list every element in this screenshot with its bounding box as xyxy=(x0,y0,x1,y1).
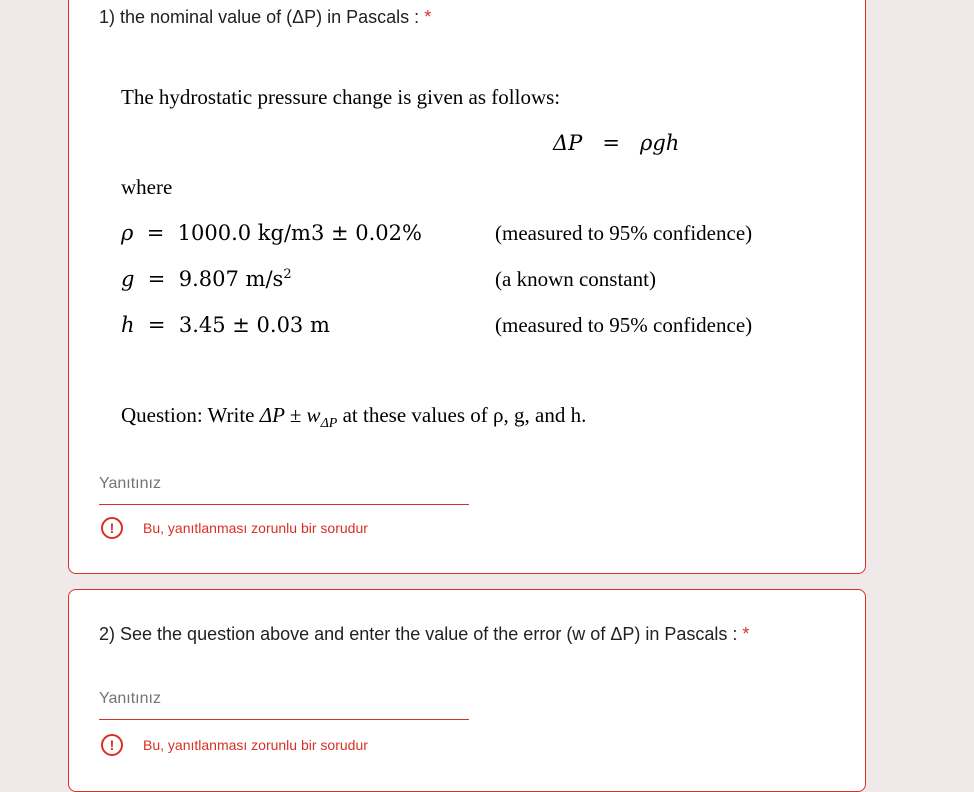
rho-note: (measured to 95% confidence) xyxy=(495,221,753,245)
question-card-2 xyxy=(68,589,866,792)
question-card-1 xyxy=(68,0,866,574)
answer-placeholder-1: Yanıtınız xyxy=(99,475,161,492)
rho-symbol: ρ xyxy=(121,221,134,245)
equation xyxy=(553,131,679,155)
rho-line: ρ = 1000.0 kg/m3 ± 0.02% xyxy=(121,221,422,245)
h-symbol: h xyxy=(121,313,135,337)
h-line: h = 3.45 ± 0.03 m xyxy=(121,313,330,337)
problem-statement-image xyxy=(121,85,821,449)
required-mark: * xyxy=(742,624,750,644)
question-1-title-text: 1) the nominal value of (ΔP) in Pascals : xyxy=(99,7,420,27)
answer-placeholder-2: Yanıtınız xyxy=(99,690,161,707)
question-math: ΔP ± w xyxy=(259,403,321,427)
question-sub: ΔP xyxy=(320,416,338,432)
question-2-title xyxy=(99,624,749,645)
g-value: 9.807 m/s xyxy=(178,267,284,291)
g-note: (a known constant) xyxy=(495,267,656,291)
where-label: where xyxy=(121,175,173,199)
answer-input-1[interactable] xyxy=(99,475,469,505)
equation-eq: = xyxy=(602,131,620,155)
question-prefix: Question: Write xyxy=(121,403,260,427)
question-1-title xyxy=(99,7,431,28)
g-exponent: 2 xyxy=(283,267,292,282)
required-mark: * xyxy=(424,7,432,27)
error-message-1 xyxy=(101,515,368,541)
error-text-2: Bu, yanıtlanması zorunlu bir sorudur xyxy=(143,737,368,753)
answer-input-2[interactable] xyxy=(99,690,469,720)
h-value: 3.45 ± 0.03 m xyxy=(178,313,330,337)
question-2-title-text: 2) See the question above and enter the value of the error (w of ΔP) in Pascals : xyxy=(99,624,738,644)
error-icon: ! xyxy=(101,517,123,539)
equation-rhs: ρgh xyxy=(639,131,680,155)
problem-question xyxy=(121,403,586,432)
h-note: (measured to 95% confidence) xyxy=(495,313,753,337)
error-icon: ! xyxy=(101,734,123,756)
question-suffix: at these values of ρ, g, and h. xyxy=(337,403,587,427)
equation-lhs: ΔP xyxy=(553,131,583,155)
rho-value: 1000.0 kg/m3 ± 0.02% xyxy=(177,221,422,245)
problem-intro: The hydrostatic pressure change is given as follows: xyxy=(121,85,561,109)
g-symbol: g xyxy=(121,267,135,291)
g-line: g = 9.807 $m/s^2$ xyxy=(121,267,292,291)
error-text-1: Bu, yanıtlanması zorunlu bir sorudur xyxy=(143,520,368,536)
error-message-2 xyxy=(101,732,368,758)
